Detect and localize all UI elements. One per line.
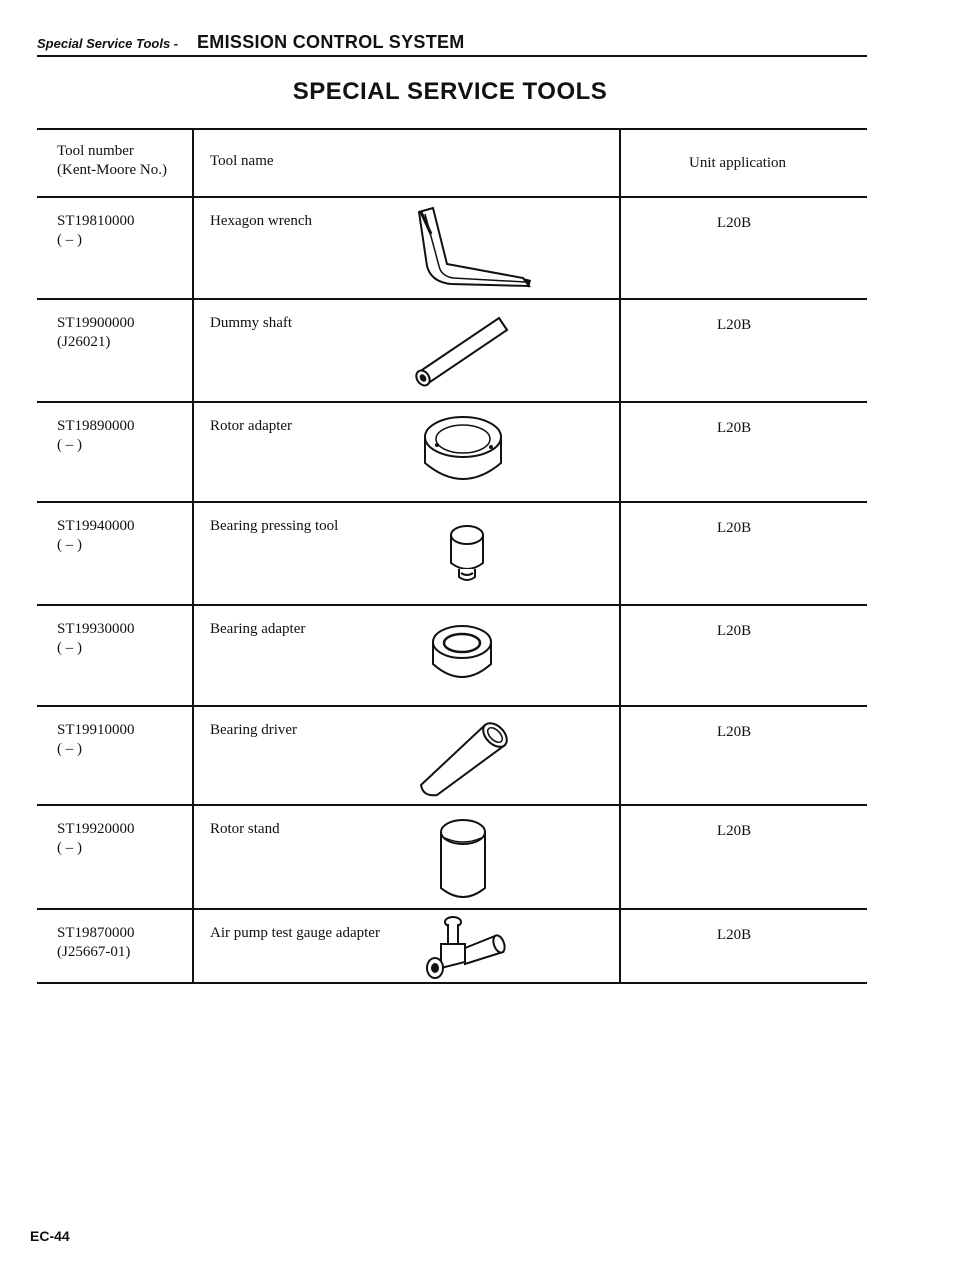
chapter-title: EMISSION CONTROL SYSTEM bbox=[197, 32, 465, 52]
tool-name: Dummy shaft bbox=[210, 315, 293, 331]
table-row bbox=[37, 910, 867, 982]
kent-moore-number: (J26021) bbox=[57, 334, 111, 350]
page-number: EC-44 bbox=[30, 1228, 70, 1244]
header-tool-number-line1: Tool number bbox=[57, 143, 134, 159]
tool-number: ST19910000 bbox=[57, 722, 135, 738]
tool-name: Bearing adapter bbox=[210, 621, 306, 637]
air-pump-test-gauge-adapter-icon bbox=[417, 914, 517, 982]
table-rule bbox=[37, 982, 867, 984]
table-header-row bbox=[37, 128, 867, 196]
header-tool-name: Tool name bbox=[210, 153, 274, 169]
header-tool-number bbox=[57, 142, 167, 180]
kent-moore-number: ( – ) bbox=[57, 232, 82, 248]
tool-name: Bearing pressing tool bbox=[210, 518, 339, 534]
kent-moore-number: (J25667-01) bbox=[57, 944, 131, 960]
bearing-driver-icon bbox=[415, 715, 515, 799]
unit-application: L20B bbox=[717, 420, 752, 436]
tool-number: ST19890000 bbox=[57, 418, 135, 434]
table-row bbox=[37, 300, 867, 401]
tool-name: Bearing driver bbox=[210, 722, 298, 738]
tool-number: ST19940000 bbox=[57, 518, 135, 534]
table-row bbox=[37, 606, 867, 705]
table-row bbox=[37, 806, 867, 908]
tool-name: Air pump test gauge adapter bbox=[210, 925, 380, 941]
tool-number: ST19930000 bbox=[57, 621, 135, 637]
tool-number: ST19920000 bbox=[57, 821, 135, 837]
table-row bbox=[37, 198, 867, 298]
tool-number: ST19810000 bbox=[57, 213, 135, 229]
tool-name: Rotor adapter bbox=[210, 418, 293, 434]
tools-table bbox=[37, 128, 867, 984]
unit-application: L20B bbox=[717, 623, 752, 639]
unit-application: L20B bbox=[717, 317, 752, 333]
kent-moore-number: ( – ) bbox=[57, 640, 82, 656]
tool-number: ST19900000 bbox=[57, 315, 135, 331]
kent-moore-number: ( – ) bbox=[57, 741, 82, 757]
tool-number-cell bbox=[57, 721, 135, 759]
table-row bbox=[37, 403, 867, 501]
tool-name: Hexagon wrench bbox=[210, 213, 313, 229]
header-rule bbox=[37, 55, 867, 57]
unit-application: L20B bbox=[717, 823, 752, 839]
unit-application: L20B bbox=[717, 215, 752, 231]
tool-number-cell bbox=[57, 924, 135, 962]
bearing-adapter-icon bbox=[429, 620, 495, 690]
tool-number-cell bbox=[57, 820, 135, 858]
tool-number-cell bbox=[57, 517, 135, 555]
tool-number-cell bbox=[57, 314, 135, 352]
header-unit-application: Unit application bbox=[689, 155, 787, 171]
tool-number: ST19870000 bbox=[57, 925, 135, 941]
kent-moore-number: ( – ) bbox=[57, 437, 82, 453]
tool-number-cell bbox=[57, 212, 135, 250]
page-header bbox=[37, 28, 867, 58]
bearing-pressing-tool-icon bbox=[445, 523, 489, 585]
dummy-shaft-icon bbox=[411, 312, 521, 392]
section-label: Special Service Tools - bbox=[37, 36, 179, 51]
unit-application: L20B bbox=[717, 724, 752, 740]
kent-moore-number: ( – ) bbox=[57, 840, 82, 856]
tool-number-cell bbox=[57, 620, 135, 658]
table-row bbox=[37, 707, 867, 804]
tool-name: Rotor stand bbox=[210, 821, 280, 837]
kent-moore-number: ( – ) bbox=[57, 537, 82, 553]
header-tool-number-line2: (Kent-Moore No.) bbox=[57, 162, 167, 178]
page-title: SPECIAL SERVICE TOOLS bbox=[292, 78, 608, 105]
table-row bbox=[37, 503, 867, 604]
rotor-stand-icon bbox=[435, 814, 491, 904]
hexagon-wrench-icon bbox=[407, 204, 537, 294]
rotor-adapter-icon bbox=[421, 413, 505, 491]
unit-application: L20B bbox=[717, 520, 752, 536]
tool-number-cell bbox=[57, 417, 135, 455]
unit-application: L20B bbox=[717, 927, 752, 943]
